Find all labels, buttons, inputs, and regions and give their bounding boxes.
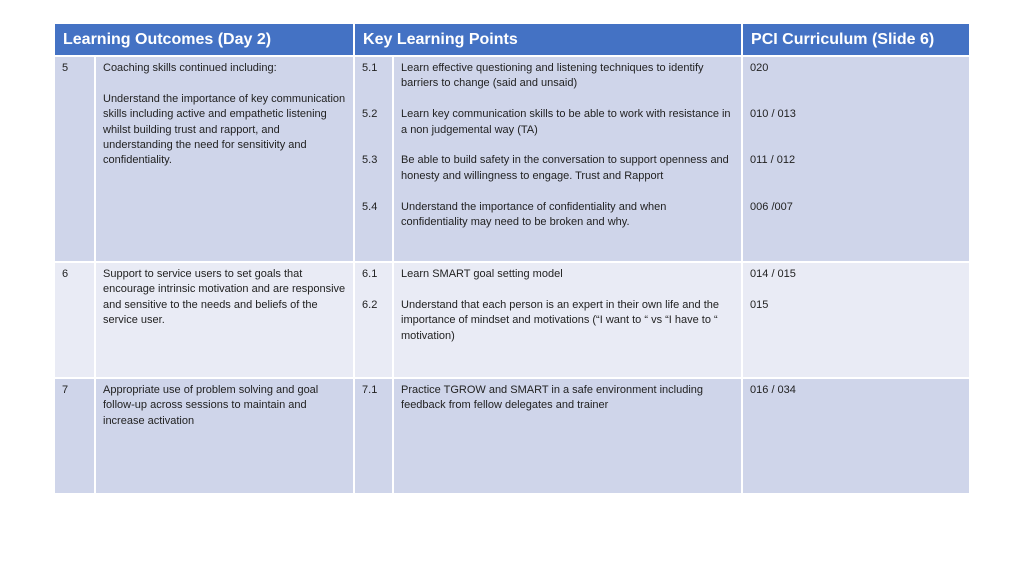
row-number: 7: [55, 378, 95, 494]
point-text: Learn key communication skills to be able to work with resistance in a non judgemental way (TA): [401, 108, 731, 136]
pci-cell: [742, 262, 969, 378]
row-number: 5: [55, 56, 95, 262]
pci-code: 010 / 013: [750, 108, 796, 121]
pci-cell: [742, 56, 969, 262]
point-number: 6.2: [362, 298, 378, 311]
point-text: Understand that each person is an expert in their own life and the importance of mindset and motivations (“I want to “ vs “I have to “ motivation): [401, 298, 719, 342]
point-number-cell: [354, 378, 393, 494]
point-number: 7.1: [362, 384, 378, 396]
learning-outcome-cell: [95, 378, 354, 494]
header-row: [55, 24, 969, 56]
key-points-cell: [393, 56, 742, 262]
pci-cell: [742, 378, 969, 494]
header-learning-outcomes: Learning Outcomes (Day 2): [55, 24, 354, 56]
pci-code: 014 / 015: [750, 268, 796, 280]
pci-code: 006 /007: [750, 200, 793, 213]
point-number: 5.2: [362, 108, 378, 121]
key-points-cell: [393, 262, 742, 378]
table-row: [55, 378, 969, 494]
table-row: [55, 56, 969, 262]
point-text: Practice TGROW and SMART in a safe environment including feedback from fellow delegates and trainer: [401, 384, 704, 412]
pci-code: 020: [750, 62, 769, 74]
pci-code: 011 / 012: [750, 154, 796, 167]
header-pci-curriculum: PCI Curriculum (Slide 6): [742, 24, 969, 56]
learning-outcome-cell: [95, 262, 354, 378]
key-points-cell: [393, 378, 742, 494]
outcome-text: Appropriate use of problem solving and goal follow-up across sessions to maintain and increase activation: [103, 384, 319, 427]
point-text: Learn effective questioning and listening techniques to identify barriers to change (said and unsaid): [401, 62, 704, 90]
row-number: 6: [55, 262, 95, 378]
point-number: 5.1: [362, 62, 378, 74]
point-number: 5.3: [362, 154, 378, 167]
point-number: 5.4: [362, 200, 378, 213]
outcome-text: Understand the importance of key communication skills including active and empathetic listening whilst building trust and rapport, and understanding the need for sensitivity and confidentiality.: [103, 92, 346, 167]
point-text: Be able to build safety in the conversation to support openness and honesty and willingness to engage. Trust and Rapport: [401, 154, 729, 182]
header-key-learning-points: Key Learning Points: [354, 24, 742, 56]
pci-code: 016 / 034: [750, 384, 796, 396]
table-row: [55, 262, 969, 378]
learning-outcome-cell: [95, 56, 354, 262]
point-text: Understand the importance of confidentiality and when confidentiality may need to be broken and why.: [401, 200, 667, 229]
pci-code: 015: [750, 298, 769, 311]
outcome-text: Support to service users to set goals that encourage intrinsic motivation and are responsive and sensitive to the needs and beliefs of the service user.: [103, 268, 346, 327]
point-number-cell: [354, 262, 393, 378]
point-text: Learn SMART goal setting model: [401, 268, 563, 280]
point-number-cell: [354, 56, 393, 262]
curriculum-table: [55, 24, 969, 495]
point-number: 6.1: [362, 268, 378, 280]
outcome-intro: Coaching skills continued including:: [103, 62, 277, 74]
